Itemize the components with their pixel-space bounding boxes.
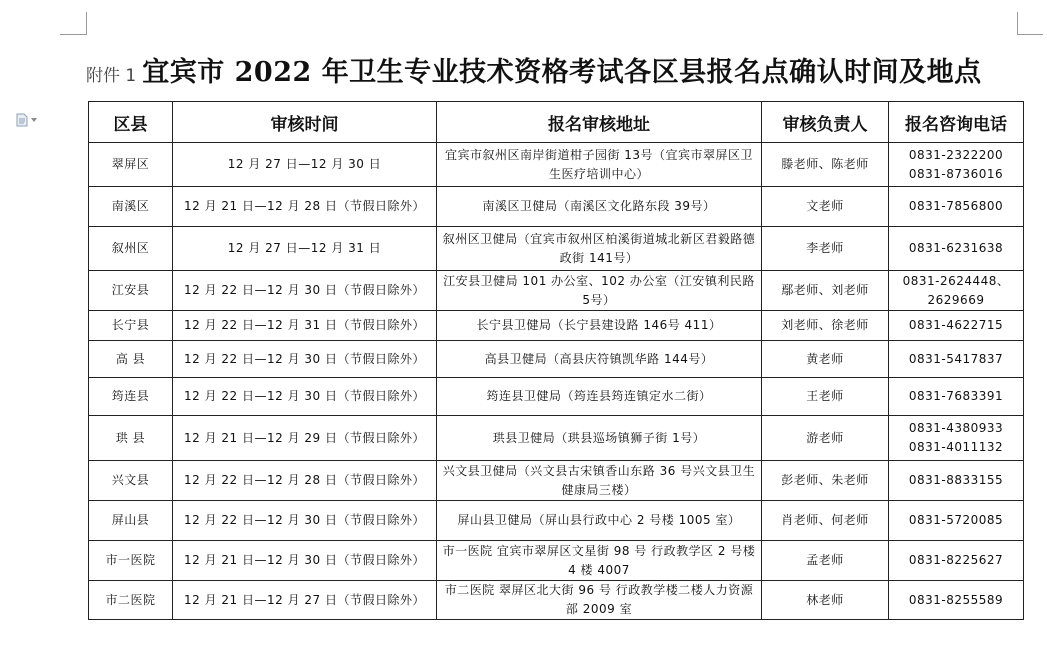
- cell-reviewer: 刘老师、徐老师: [762, 311, 889, 341]
- crop-mark: [86, 12, 87, 35]
- header-reviewer: 审核负责人: [762, 102, 889, 143]
- table-row: [89, 416, 1024, 461]
- cell-reviewer: 林老师: [762, 581, 889, 620]
- cell-review-address: 珙县卫健局（珙县巡场镇狮子街 1号）: [437, 416, 762, 461]
- cell-review-time: 12 月 21 日—12 月 30 日（节假日除外）: [173, 541, 437, 581]
- cell-district: 屏山县: [89, 501, 173, 541]
- title-prefix: 附件 1: [86, 66, 137, 86]
- cell-review-time: 12 月 22 日—12 月 30 日（节假日除外）: [173, 271, 437, 311]
- title-main: 宜宾市 2022 年卫生专业技术资格考试各区县报名点确认时间及地点: [142, 57, 982, 88]
- crop-mark: [1017, 12, 1018, 35]
- cell-review-address: 宜宾市叙州区南岸街道柑子园街 13号（宜宾市翠屏区卫生医疗培训中心）: [437, 143, 762, 187]
- cell-reviewer: 孟老师: [762, 541, 889, 581]
- cell-phone: 0831-8225627: [889, 541, 1024, 581]
- table-row: [89, 143, 1024, 187]
- cell-review-time: 12 月 21 日—12 月 28 日（节假日除外）: [173, 187, 437, 227]
- table-row: [89, 581, 1024, 620]
- document-dropdown-icon[interactable]: [16, 113, 38, 127]
- cell-district: 市二医院: [89, 581, 173, 620]
- cell-phone: 0831-7856800: [889, 187, 1024, 227]
- cell-district: 南溪区: [89, 187, 173, 227]
- cell-district: 叙州区: [89, 227, 173, 271]
- cell-district: 江安县: [89, 271, 173, 311]
- cell-district: 兴文县: [89, 461, 173, 501]
- crop-mark: [60, 34, 86, 35]
- cell-phone: 0831-2624448、 2629669: [889, 271, 1024, 311]
- cell-reviewer: 文老师: [762, 187, 889, 227]
- cell-district: 长宁县: [89, 311, 173, 341]
- table-row: [89, 271, 1024, 311]
- cell-district: 筠连县: [89, 378, 173, 416]
- header-review-time: 审核时间: [173, 102, 437, 143]
- cell-review-time: 12 月 27 日—12 月 30 日: [173, 143, 437, 187]
- cell-review-time: 12 月 27 日—12 月 31 日: [173, 227, 437, 271]
- cell-phone: 0831-4622715: [889, 311, 1024, 341]
- cell-review-address: 高县卫健局（高县庆符镇凯华路 144号）: [437, 341, 762, 378]
- cell-phone: 0831-6231638: [889, 227, 1024, 271]
- cell-phone: 0831-4380933 0831-4011132: [889, 416, 1024, 461]
- table-row: [89, 341, 1024, 378]
- document-icon: [16, 113, 28, 127]
- cell-phone: 0831-7683391: [889, 378, 1024, 416]
- cell-review-address: 市一医院 宜宾市翠屏区文星街 98 号 行政教学区 2 号楼 4 楼 4007: [437, 541, 762, 581]
- cell-review-address: 筠连县卫健局（筠连县筠连镇定水二街）: [437, 378, 762, 416]
- cell-phone: 0831-8833155: [889, 461, 1024, 501]
- cell-reviewer: 王老师: [762, 378, 889, 416]
- table-row: [89, 187, 1024, 227]
- cell-review-address: 长宁县卫健局（长宁县建设路 146号 411）: [437, 311, 762, 341]
- cell-review-time: 12 月 22 日—12 月 30 日（节假日除外）: [173, 378, 437, 416]
- cell-district: 翠屏区: [89, 143, 173, 187]
- cell-review-time: 12 月 22 日—12 月 31 日（节假日除外）: [173, 311, 437, 341]
- cell-phone: 0831-8255589: [889, 581, 1024, 620]
- cell-reviewer: 李老师: [762, 227, 889, 271]
- cell-reviewer: 肖老师、何老师: [762, 501, 889, 541]
- cell-phone: 0831-5720085: [889, 501, 1024, 541]
- cell-phone: 0831-2322200 0831-8736016: [889, 143, 1024, 187]
- cell-reviewer: 游老师: [762, 416, 889, 461]
- table-row: [89, 461, 1024, 501]
- cell-reviewer: 滕老师、陈老师: [762, 143, 889, 187]
- cell-district: 市一医院: [89, 541, 173, 581]
- cell-review-address: 屏山县卫健局（屏山县行政中心 2 号楼 1005 室）: [437, 501, 762, 541]
- cell-district: 高 县: [89, 341, 173, 378]
- cell-district: 珙 县: [89, 416, 173, 461]
- table-row: [89, 501, 1024, 541]
- header-district: 区县: [89, 102, 173, 143]
- cell-review-time: 12 月 21 日—12 月 29 日（节假日除外）: [173, 416, 437, 461]
- chevron-down-icon: [31, 118, 37, 122]
- cell-phone: 0831-5417837: [889, 341, 1024, 378]
- header-phone: 报名咨询电话: [889, 102, 1024, 143]
- table-row: [89, 541, 1024, 581]
- cell-reviewer: 彭老师、朱老师: [762, 461, 889, 501]
- crop-mark: [1017, 34, 1043, 35]
- cell-reviewer: 鄢老师、刘老师: [762, 271, 889, 311]
- table-row: [89, 378, 1024, 416]
- cell-review-time: 12 月 22 日—12 月 28 日（节假日除外）: [173, 461, 437, 501]
- cell-review-address: 叙州区卫健局（宜宾市叙州区柏溪街道城北新区君毅路德政街 141号）: [437, 227, 762, 271]
- table-header-row: [89, 102, 1024, 143]
- cell-review-address: 江安县卫健局 101 办公室、102 办公室（江安镇利民路 5号）: [437, 271, 762, 311]
- cell-review-time: 12 月 21 日—12 月 27 日（节假日除外）: [173, 581, 437, 620]
- table-row: [89, 311, 1024, 341]
- cell-review-address: 南溪区卫健局（南溪区文化路东段 39号）: [437, 187, 762, 227]
- table-body: [89, 143, 1024, 620]
- cell-review-address: 市二医院 翠屏区北大街 96 号 行政教学楼二楼人力资源部 2009 室: [437, 581, 762, 620]
- registration-table: [88, 101, 1024, 620]
- page-title: [86, 50, 1026, 86]
- cell-review-time: 12 月 22 日—12 月 30 日（节假日除外）: [173, 341, 437, 378]
- cell-reviewer: 黄老师: [762, 341, 889, 378]
- cell-review-time: 12 月 22 日—12 月 30 日（节假日除外）: [173, 501, 437, 541]
- cell-review-address: 兴文县卫健局（兴文县古宋镇香山东路 36 号兴文县卫生健康局三楼）: [437, 461, 762, 501]
- header-review-address: 报名审核地址: [437, 102, 762, 143]
- table-row: [89, 227, 1024, 271]
